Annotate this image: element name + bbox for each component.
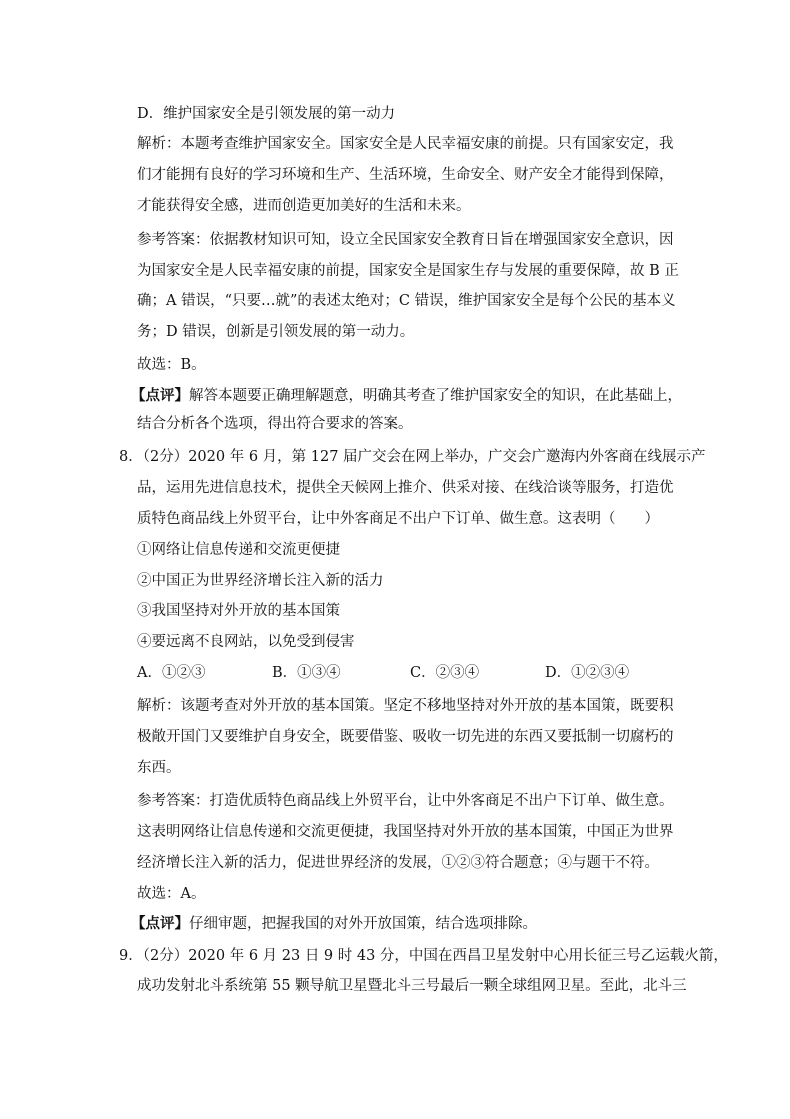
q8-analysis-line-2: 极敞开国门又要维护自身安全，既要借鉴、吸收一切先进的东西又要抵制一切腐朽的 (137, 729, 674, 745)
q8-statement-1: ①网络让信息传递和交流更便捷 (137, 542, 340, 558)
q7-answer-line-2: 为国家安全是人民幸福安康的前提，国家安全是国家生存与发展的重要保障，故 B 正 (137, 263, 679, 279)
q7-comment-tag: 【点评】 (131, 387, 189, 404)
q7-comment-text: 解答本题要正确理解题意，明确其考查了维护国家安全的知识，在此基础上， (189, 388, 682, 404)
q8-stem-line-2: 品，运用先进信息技术，提供全天候网上推介、供采对接、在线洽谈等服务，打造优 (137, 480, 674, 496)
q8-comment-line-1 (131, 914, 537, 934)
q8-answer-line-1: 参考答案：打造优质特色商品线上外贸平台，让中外客商足不出户下订单、做生意。 (137, 793, 674, 809)
q7-analysis-line-3: 才能获得安全感，进而创造更加美好的生活和未来。 (137, 198, 471, 214)
q8-comment-tag: 【点评】 (131, 915, 189, 932)
q8-choice: 故选：A。 (137, 886, 206, 902)
q7-answer-line-3: 确；A 错误，“只要…就”的表述太绝对；C 错误，维护国家安全是每个公民的基本义 (137, 293, 676, 309)
q8-analysis-line-3: 东西。 (137, 760, 181, 776)
q8-option-a: A．①②③ (137, 665, 206, 681)
q7-comment-line-2: 结合分析各个选项，得出符合要求的答案。 (137, 416, 413, 432)
q7-choice: 故选：B。 (137, 357, 206, 373)
q7-analysis-line-2: 们才能拥有良好的学习环境和生产、生活环境，生命安全、财产安全才能得到保障， (137, 167, 674, 183)
q8-option-b: B．①③④ (272, 665, 341, 681)
q7-answer-line-4: 务；D 错误，创新是引领发展的第一动力。 (137, 324, 415, 340)
q7-option-d: D．维护国家安全是引领发展的第一动力 (137, 106, 396, 122)
q9-stem-line-1: 9．（2分）2020 年 6 月 23 日 9 时 43 分，中国在西昌卫星发射中心用长征三号乙运载火箭， (119, 948, 728, 964)
q8-comment-text: 仔细审题，把握我国的对外开放国策，结合选项排除。 (189, 916, 537, 932)
q8-answer-line-3: 经济增长注入新的活力，促进世界经济的发展，①②③符合题意；④与题干不符。 (137, 855, 659, 871)
q8-stem-line-3: 质特色商品线上外贸平台，让中外客商足不出户下订单、做生意。这表明（ ） (137, 511, 659, 527)
q8-stem-line-1: 8．（2分）2020 年 6 月，第 127 届广交会在网上举办，广交会广邀海内外客商在线展示产 (119, 449, 706, 465)
q9-stem-line-2: 成功发射北斗系统第 55 颗导航卫星暨北斗三号最后一颗全球组网卫星。至此，北斗三 (137, 978, 687, 994)
q7-answer-line-1: 参考答案：依据教材知识可知，设立全民国家安全教育日旨在增强国家安全意识，因 (137, 232, 674, 248)
q8-statement-4: ④要远离不良网站，以免受到侵害 (137, 634, 355, 650)
q8-statement-2: ②中国正为世界经济增长注入新的活力 (137, 573, 384, 589)
q8-statement-3: ③我国坚持对外开放的基本国策 (137, 603, 340, 619)
q8-answer-line-2: 这表明网络让信息传递和交流更便捷，我国坚持对外开放的基本国策，中国正为世界 (137, 824, 674, 840)
q7-comment-line-1 (131, 386, 682, 406)
q8-option-d: D．①②③④ (545, 665, 630, 681)
q7-analysis-line-1: 解析：本题考查维护国家安全。国家安全是人民幸福安康的前提。只有国家安定，我 (137, 136, 674, 152)
q8-analysis-line-1: 解析：该题考查对外开放的基本国策。坚定不移地坚持对外开放的基本国策，既要积 (137, 698, 674, 714)
q8-option-c: C．②③④ (410, 665, 480, 681)
